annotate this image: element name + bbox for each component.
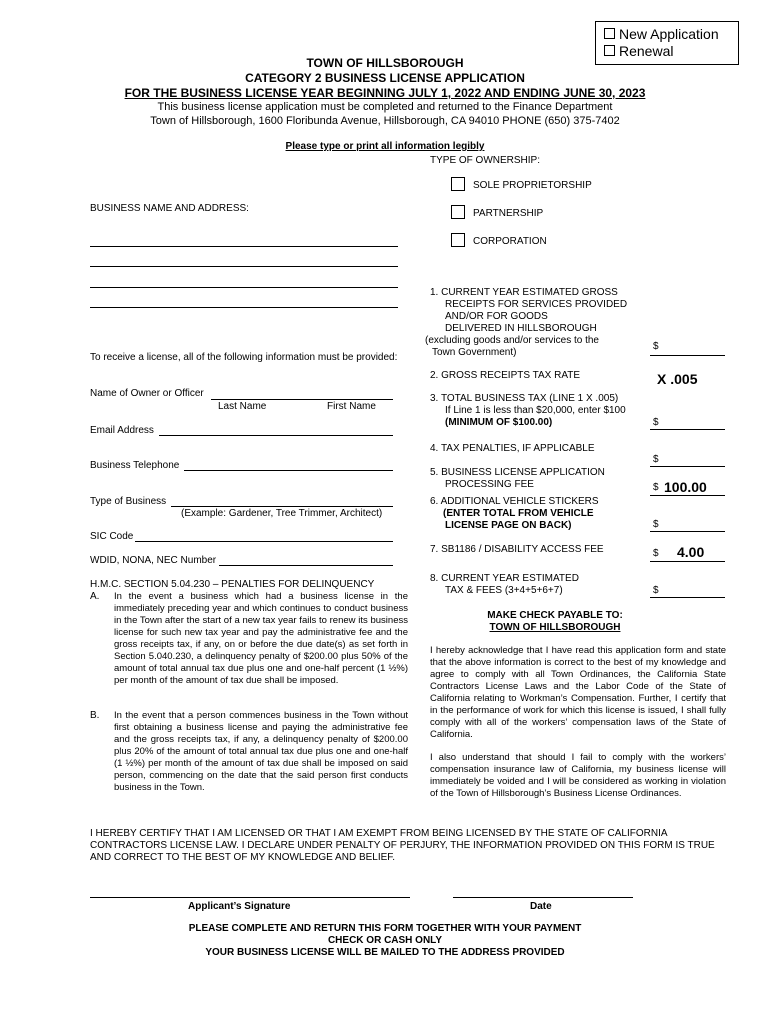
- type-of-business-line[interactable]: [171, 506, 393, 507]
- item7-dollar: $: [653, 548, 659, 559]
- item1-dollar: $: [653, 341, 659, 352]
- date-line[interactable]: [453, 897, 633, 898]
- sole-proprietorship-label: SOLE PROPRIETORSHIP: [473, 180, 592, 191]
- corporation-label: CORPORATION: [473, 236, 547, 247]
- item7-amount: 4.00: [677, 544, 705, 560]
- last-name-label: Last Name: [218, 401, 267, 412]
- item1-line1: 1. CURRENT YEAR ESTIMATED GROSS: [430, 287, 618, 298]
- item1-line4: DELIVERED IN HILLSBOROUGH: [445, 323, 597, 334]
- header-title-1: TOWN OF HILLSBOROUGH: [306, 56, 464, 70]
- return-instruction-2: CHECK OR CASH ONLY: [327, 935, 443, 946]
- item1-line2: RECEIPTS FOR SERVICES PROVIDED: [445, 299, 628, 310]
- checkbox-icon[interactable]: [604, 45, 615, 56]
- return-instruction-3: YOUR BUSINESS LICENSE WILL BE MAILED TO THE ADDRESS PROVIDED: [205, 947, 565, 958]
- corporation-checkbox[interactable]: [451, 233, 465, 247]
- partnership-label: PARTNERSHIP: [473, 208, 544, 219]
- address-line-1[interactable]: [90, 246, 398, 247]
- item5-amount-line: [650, 495, 725, 496]
- address-line-2[interactable]: [90, 266, 398, 267]
- penalty-b-text: In the event that a person commences business in the Town without first obtaining a business license and paying the administrative fee and the gross receipts tax, if any, a delinquency penalty of $200.00 plus 20% of the amount of total annual tax due plus one and one-half (1 ½%) per month of the amount of tax due shall be imposed on said person, commencing on the date that the said person first conducts business in the Town.: [114, 710, 408, 793]
- header-title-2: CATEGORY 2 BUSINESS LICENSE APPLICATION: [245, 71, 525, 85]
- sic-line[interactable]: [135, 541, 393, 542]
- new-application-option[interactable]: New Application: [604, 26, 730, 43]
- item2-label: 2. GROSS RECEIPTS TAX RATE: [430, 370, 581, 381]
- first-name-label: First Name: [327, 401, 376, 412]
- sole-proprietorship-checkbox[interactable]: [451, 177, 465, 191]
- header-title-3: FOR THE BUSINESS LICENSE YEAR BEGINNING JULY 1, 2022 AND ENDING JUNE 30, 2023: [124, 86, 646, 100]
- return-instruction-1: PLEASE COMPLETE AND RETURN THIS FORM TOGETHER WITH YOUR PAYMENT: [188, 923, 582, 934]
- item6-sub-2: LICENSE PAGE ON BACK): [445, 520, 572, 531]
- item1-note-2: Town Government): [432, 347, 517, 358]
- item6-label: 6. ADDITIONAL VEHICLE STICKERS: [430, 496, 599, 507]
- address-line-4[interactable]: [90, 307, 398, 308]
- instruction-text: Please type or print all information legibly: [285, 141, 485, 152]
- item4-amount-line[interactable]: [650, 466, 725, 467]
- acknowledgement-1: I hereby acknowledge that I have read this application form and state that the above information is correct to the best of my knowledge and agree to comply with all Town Ordinances, the California State Contractors License Laws and the Labor Code of the State of California relating to Workman’s Compensation. Further, I certify that in the performance of work for which this license is issued, I shall fully comply with all of the workers’ compensation laws of the State of California.: [430, 645, 726, 740]
- signature-line[interactable]: [90, 897, 410, 898]
- address-line-3[interactable]: [90, 287, 398, 288]
- checkbox-icon[interactable]: [604, 28, 615, 39]
- item7-label: 7. SB1186 / DISABILITY ACCESS FEE: [430, 544, 604, 555]
- phone-line[interactable]: [184, 470, 393, 471]
- email-line[interactable]: [159, 435, 393, 436]
- header-sub-2: Town of Hillsborough, 1600 Floribunda Avenue, Hillsborough, CA 94010 PHONE (650) 375-7402: [150, 115, 620, 127]
- item3-amount-line[interactable]: [650, 429, 725, 430]
- item8-amount-line[interactable]: [650, 597, 725, 598]
- item6-sub-1: (ENTER TOTAL FROM VEHICLE: [443, 508, 594, 519]
- wdid-label: WDID, NONA, NEC Number: [90, 555, 217, 566]
- item8-line2: TAX & FEES (3+4+5+6+7): [445, 585, 563, 596]
- penalty-a-text: In the event a business which had a business license in the immediately preceding year and which continues to conduct business in the Town after the start of a new tax year fails to renew its business license for such new tax year and pay the administrative fee and the gross receipts tax, if any, on or before the due date(s) as set forth in Section 5.040.230, a delinquency penalty of $200.00 plus 50% of the amount of total annual tax due plus one and one-half percent (1 ½%) per month of the amount of tax due shall be imposed.: [114, 591, 408, 686]
- certify-text: I HEREBY CERTIFY THAT I AM LICENSED OR THAT I AM EXEMPT FROM BEING LICENSED BY THE STATE OF CALIFORNIA CONTRACTORS LICENSE LAW. I DECLARE UNDER PENALTY OF PERJURY, THE INFORMATION PROVIDED ON THIS FORM IS TRUE AND CORRECT TO THE BEST OF MY KNOWLEDGE AND BELIEF.: [90, 828, 715, 863]
- check-payable-line1: MAKE CHECK PAYABLE TO:: [487, 610, 623, 621]
- type-of-business-label: Type of Business: [90, 496, 167, 507]
- check-payable-line2: TOWN OF HILLSBOROUGH: [489, 622, 621, 633]
- info-required-text: To receive a license, all of the following information must be provided:: [90, 352, 398, 363]
- item6-dollar: $: [653, 519, 659, 530]
- acknowledgement-2: I also understand that should I fail to comply with the workers’ compensation insurance law of California, my business license will immediately be voided and I will be considered as working in violation of the Town of Hillsborough’s Business License Ordinances.: [430, 752, 726, 799]
- item6-amount-line[interactable]: [650, 531, 725, 532]
- date-label: Date: [530, 901, 552, 912]
- owner-label: Name of Owner or Officer: [90, 388, 204, 399]
- phone-label: Business Telephone: [90, 460, 180, 471]
- penalty-a-letter: A.: [90, 591, 100, 602]
- item3-dollar: $: [653, 417, 659, 428]
- item1-amount-line[interactable]: [650, 355, 725, 356]
- item8-line1: 8. CURRENT YEAR ESTIMATED: [430, 573, 579, 584]
- item5-amount: 100.00: [664, 479, 707, 495]
- item1-note-1: (excluding goods and/or services to the: [425, 335, 599, 346]
- business-name-label: BUSINESS NAME AND ADDRESS:: [90, 203, 249, 214]
- partnership-checkbox[interactable]: [451, 205, 465, 219]
- renewal-option[interactable]: Renewal: [604, 43, 730, 60]
- item8-dollar: $: [653, 585, 659, 596]
- item3-label: 3. TOTAL BUSINESS TAX (LINE 1 X .005): [430, 393, 619, 404]
- header-sub-1: This business license application must be completed and returned to the Finance Department: [157, 101, 613, 113]
- sic-label: SIC Code: [90, 531, 134, 542]
- wdid-line[interactable]: [219, 565, 393, 566]
- ownership-label: TYPE OF OWNERSHIP:: [430, 155, 541, 166]
- item5-line1: 5. BUSINESS LICENSE APPLICATION: [430, 467, 605, 478]
- item3-sub: If Line 1 is less than $20,000, enter $100: [445, 405, 626, 416]
- item3-min: (MINIMUM OF $100.00): [445, 417, 553, 428]
- penalty-b-letter: B.: [90, 710, 100, 721]
- penalty-title: H.M.C. SECTION 5.04.230 – PENALTIES FOR DELINQUENCY: [90, 579, 375, 590]
- email-label: Email Address: [90, 425, 154, 436]
- item4-label: 4. TAX PENALTIES, IF APPLICABLE: [430, 443, 595, 454]
- item1-line3: AND/OR FOR GOODS: [445, 311, 548, 322]
- item5-line2: PROCESSING FEE: [445, 479, 534, 490]
- signature-label: Applicant’s Signature: [188, 901, 291, 912]
- item2-rate: X .005: [657, 371, 698, 387]
- item4-dollar: $: [653, 454, 659, 465]
- item5-dollar: $: [653, 482, 659, 493]
- owner-name-line[interactable]: [211, 399, 393, 400]
- item7-amount-line: [650, 561, 725, 562]
- type-example-text: (Example: Gardener, Tree Trimmer, Architect): [181, 508, 383, 519]
